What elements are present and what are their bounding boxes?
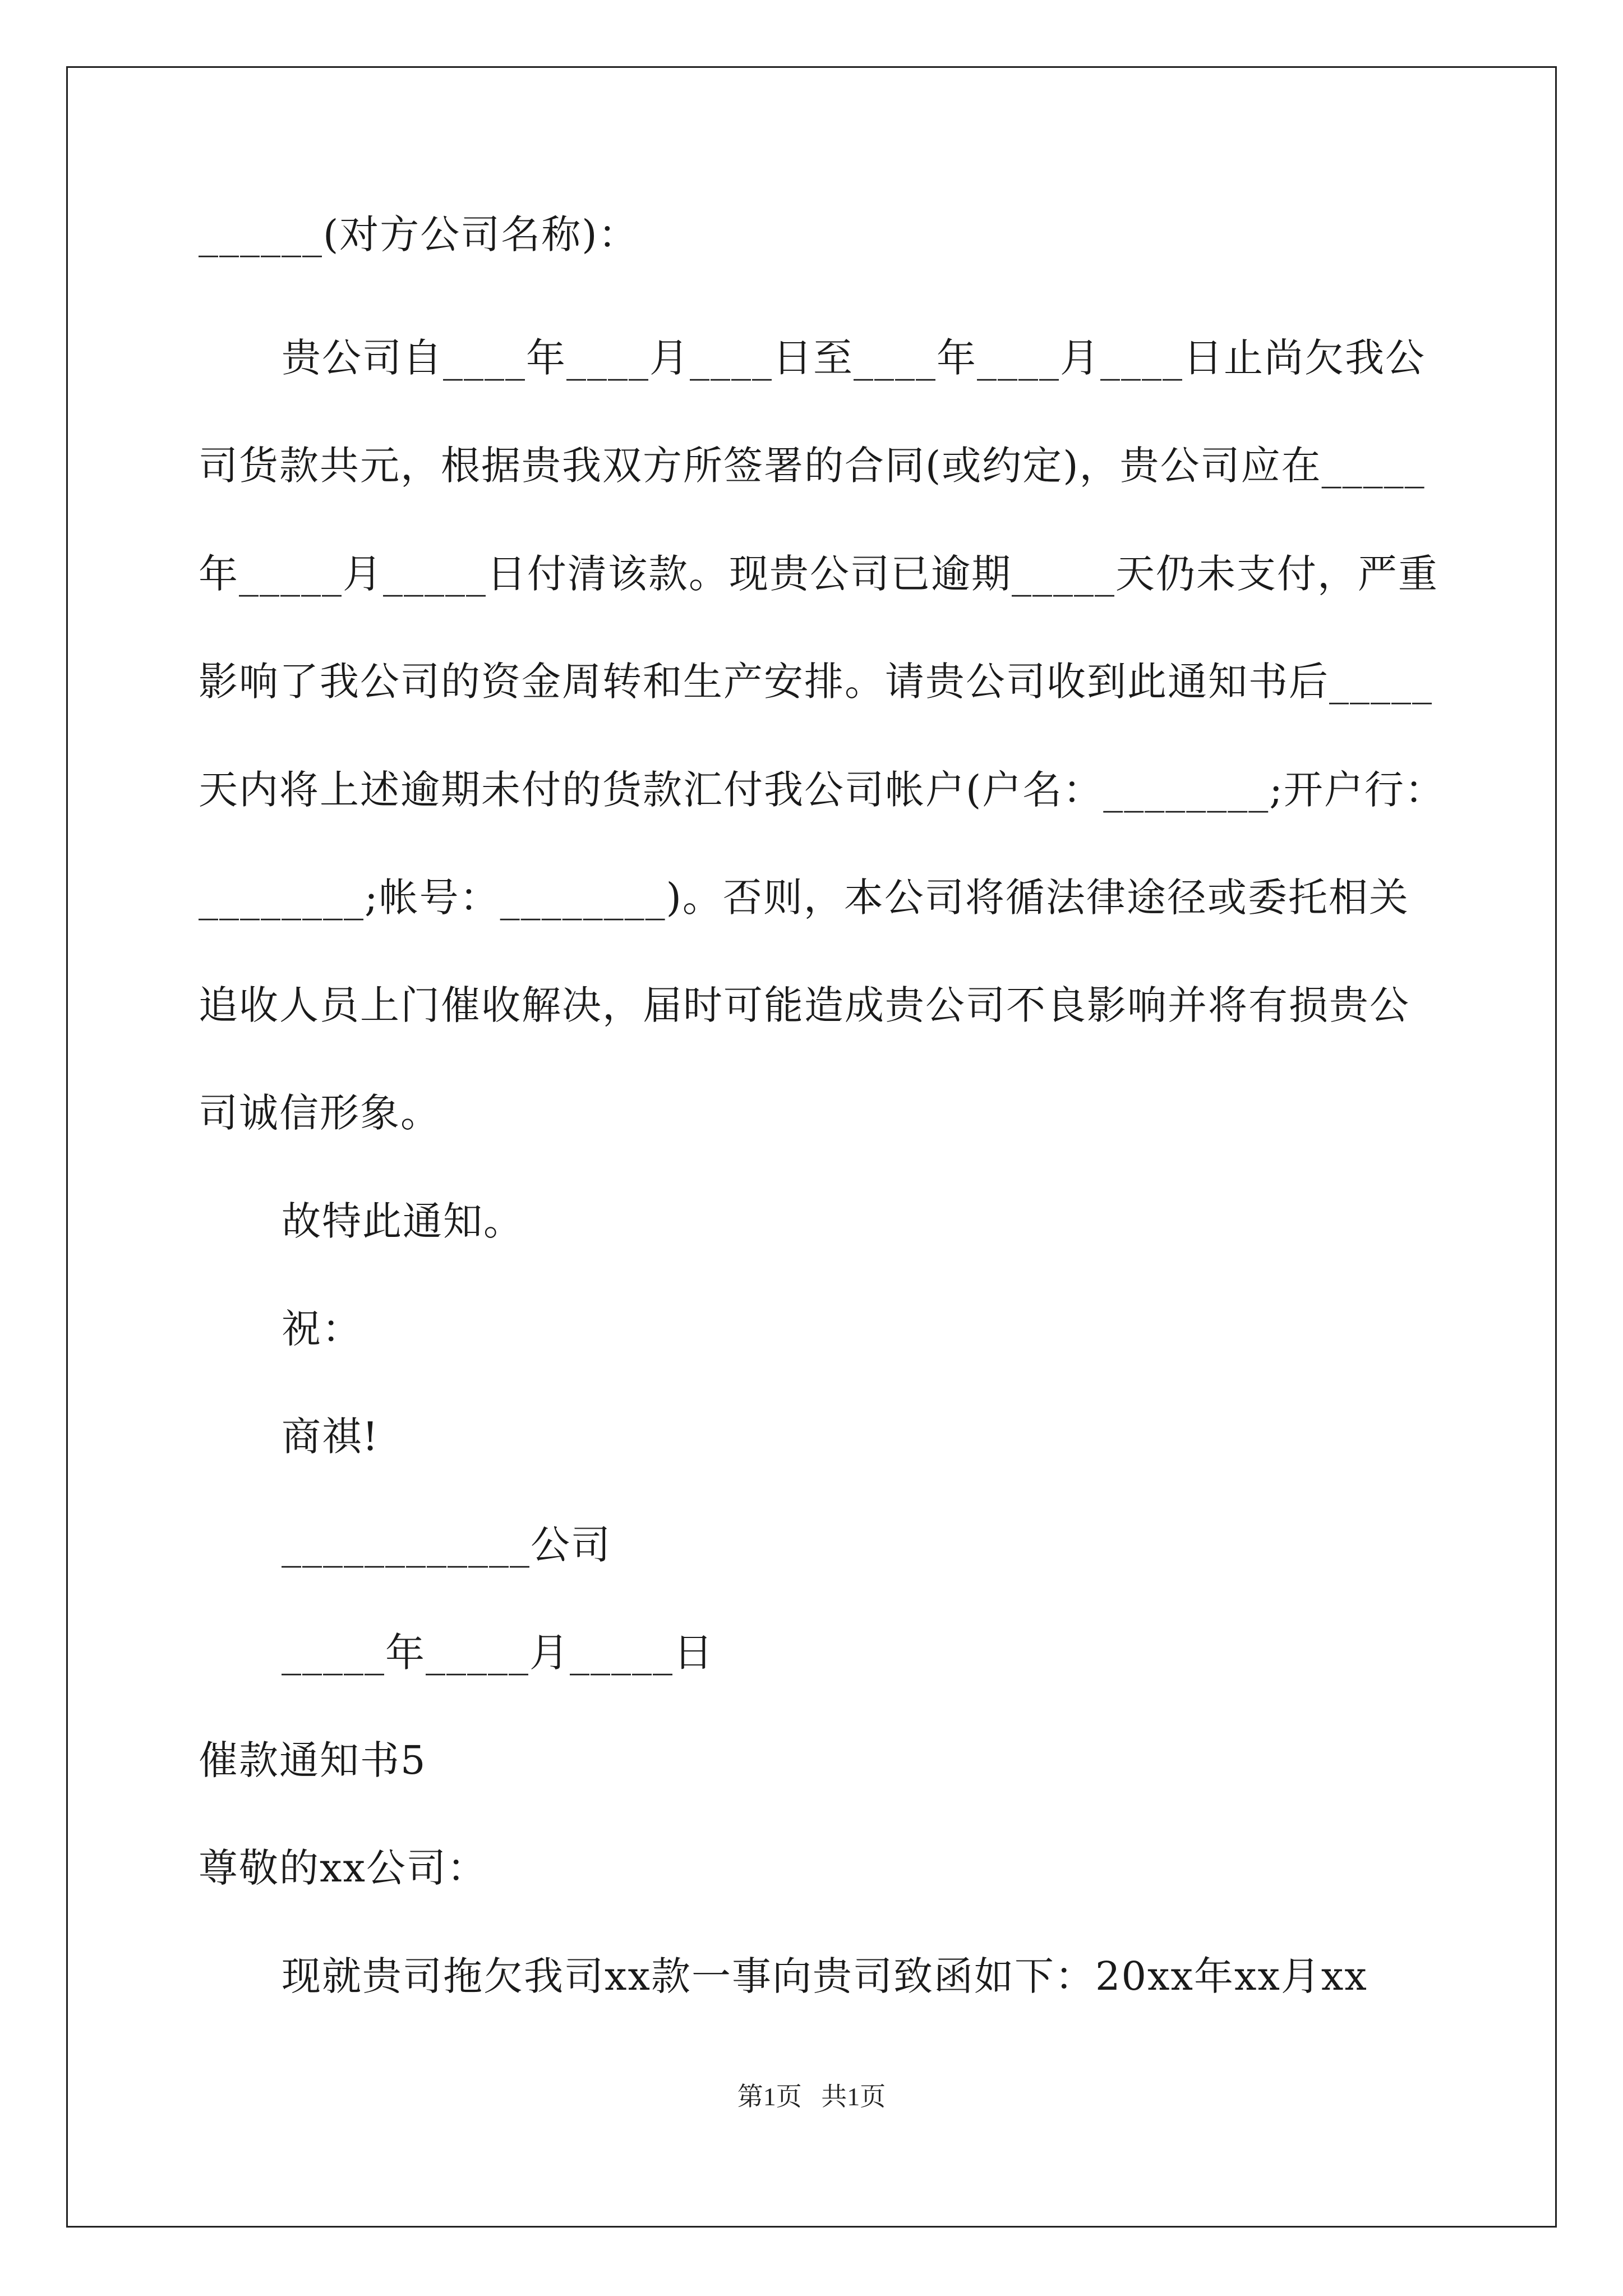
signature-date: _____年_____月_____日 (282, 1630, 714, 1676)
body-paragraph-line: 天内将上述逾期未付的货款汇付我公司帐户(户名：________;开户行： (199, 767, 1445, 813)
closing-wish: 祝： (282, 1306, 362, 1352)
body-paragraph-line: 年_____月_____日付清该款。现贵公司已逾期_____天仍未支付，严重 (199, 551, 1438, 597)
section-title: 催款通知书5 (199, 1737, 427, 1783)
body-paragraph-line: 影响了我公司的资金周转和生产安排。请贵公司收到此通知书后_____ (199, 659, 1433, 705)
closing-notice: 故特此通知。 (282, 1198, 524, 1244)
body-paragraph-line: 司诚信形象。 (199, 1090, 441, 1136)
body-paragraph-line: 现就贵司拖欠我司xx款一事向贵司致函如下：20xx年xx月xx (282, 1953, 1368, 1999)
body-paragraph-line: ________;帐号：________)。否则，本公司将循法律途径或委托相关 (199, 875, 1409, 921)
salutation-line: 尊敬的xx公司： (199, 1845, 487, 1891)
page-number-footer: 第1页 共1页 (737, 2082, 886, 2111)
body-paragraph-line: 追收人员上门催收解决，届时可能造成贵公司不良影响并将有损贵公 (199, 982, 1410, 1028)
body-paragraph-line: 司货款共元，根据贵我双方所签署的合同(或约定)，贵公司应在_____ (199, 443, 1426, 489)
salutation-line: ______(对方公司名称)： (199, 211, 639, 257)
closing-regards: 商祺! (282, 1414, 380, 1460)
signature-company: ____________公司 (282, 1522, 611, 1568)
body-paragraph-line: 贵公司自____年____月____日至____年____月____日止尚欠我公 (282, 335, 1426, 381)
page-border (66, 66, 1557, 2228)
